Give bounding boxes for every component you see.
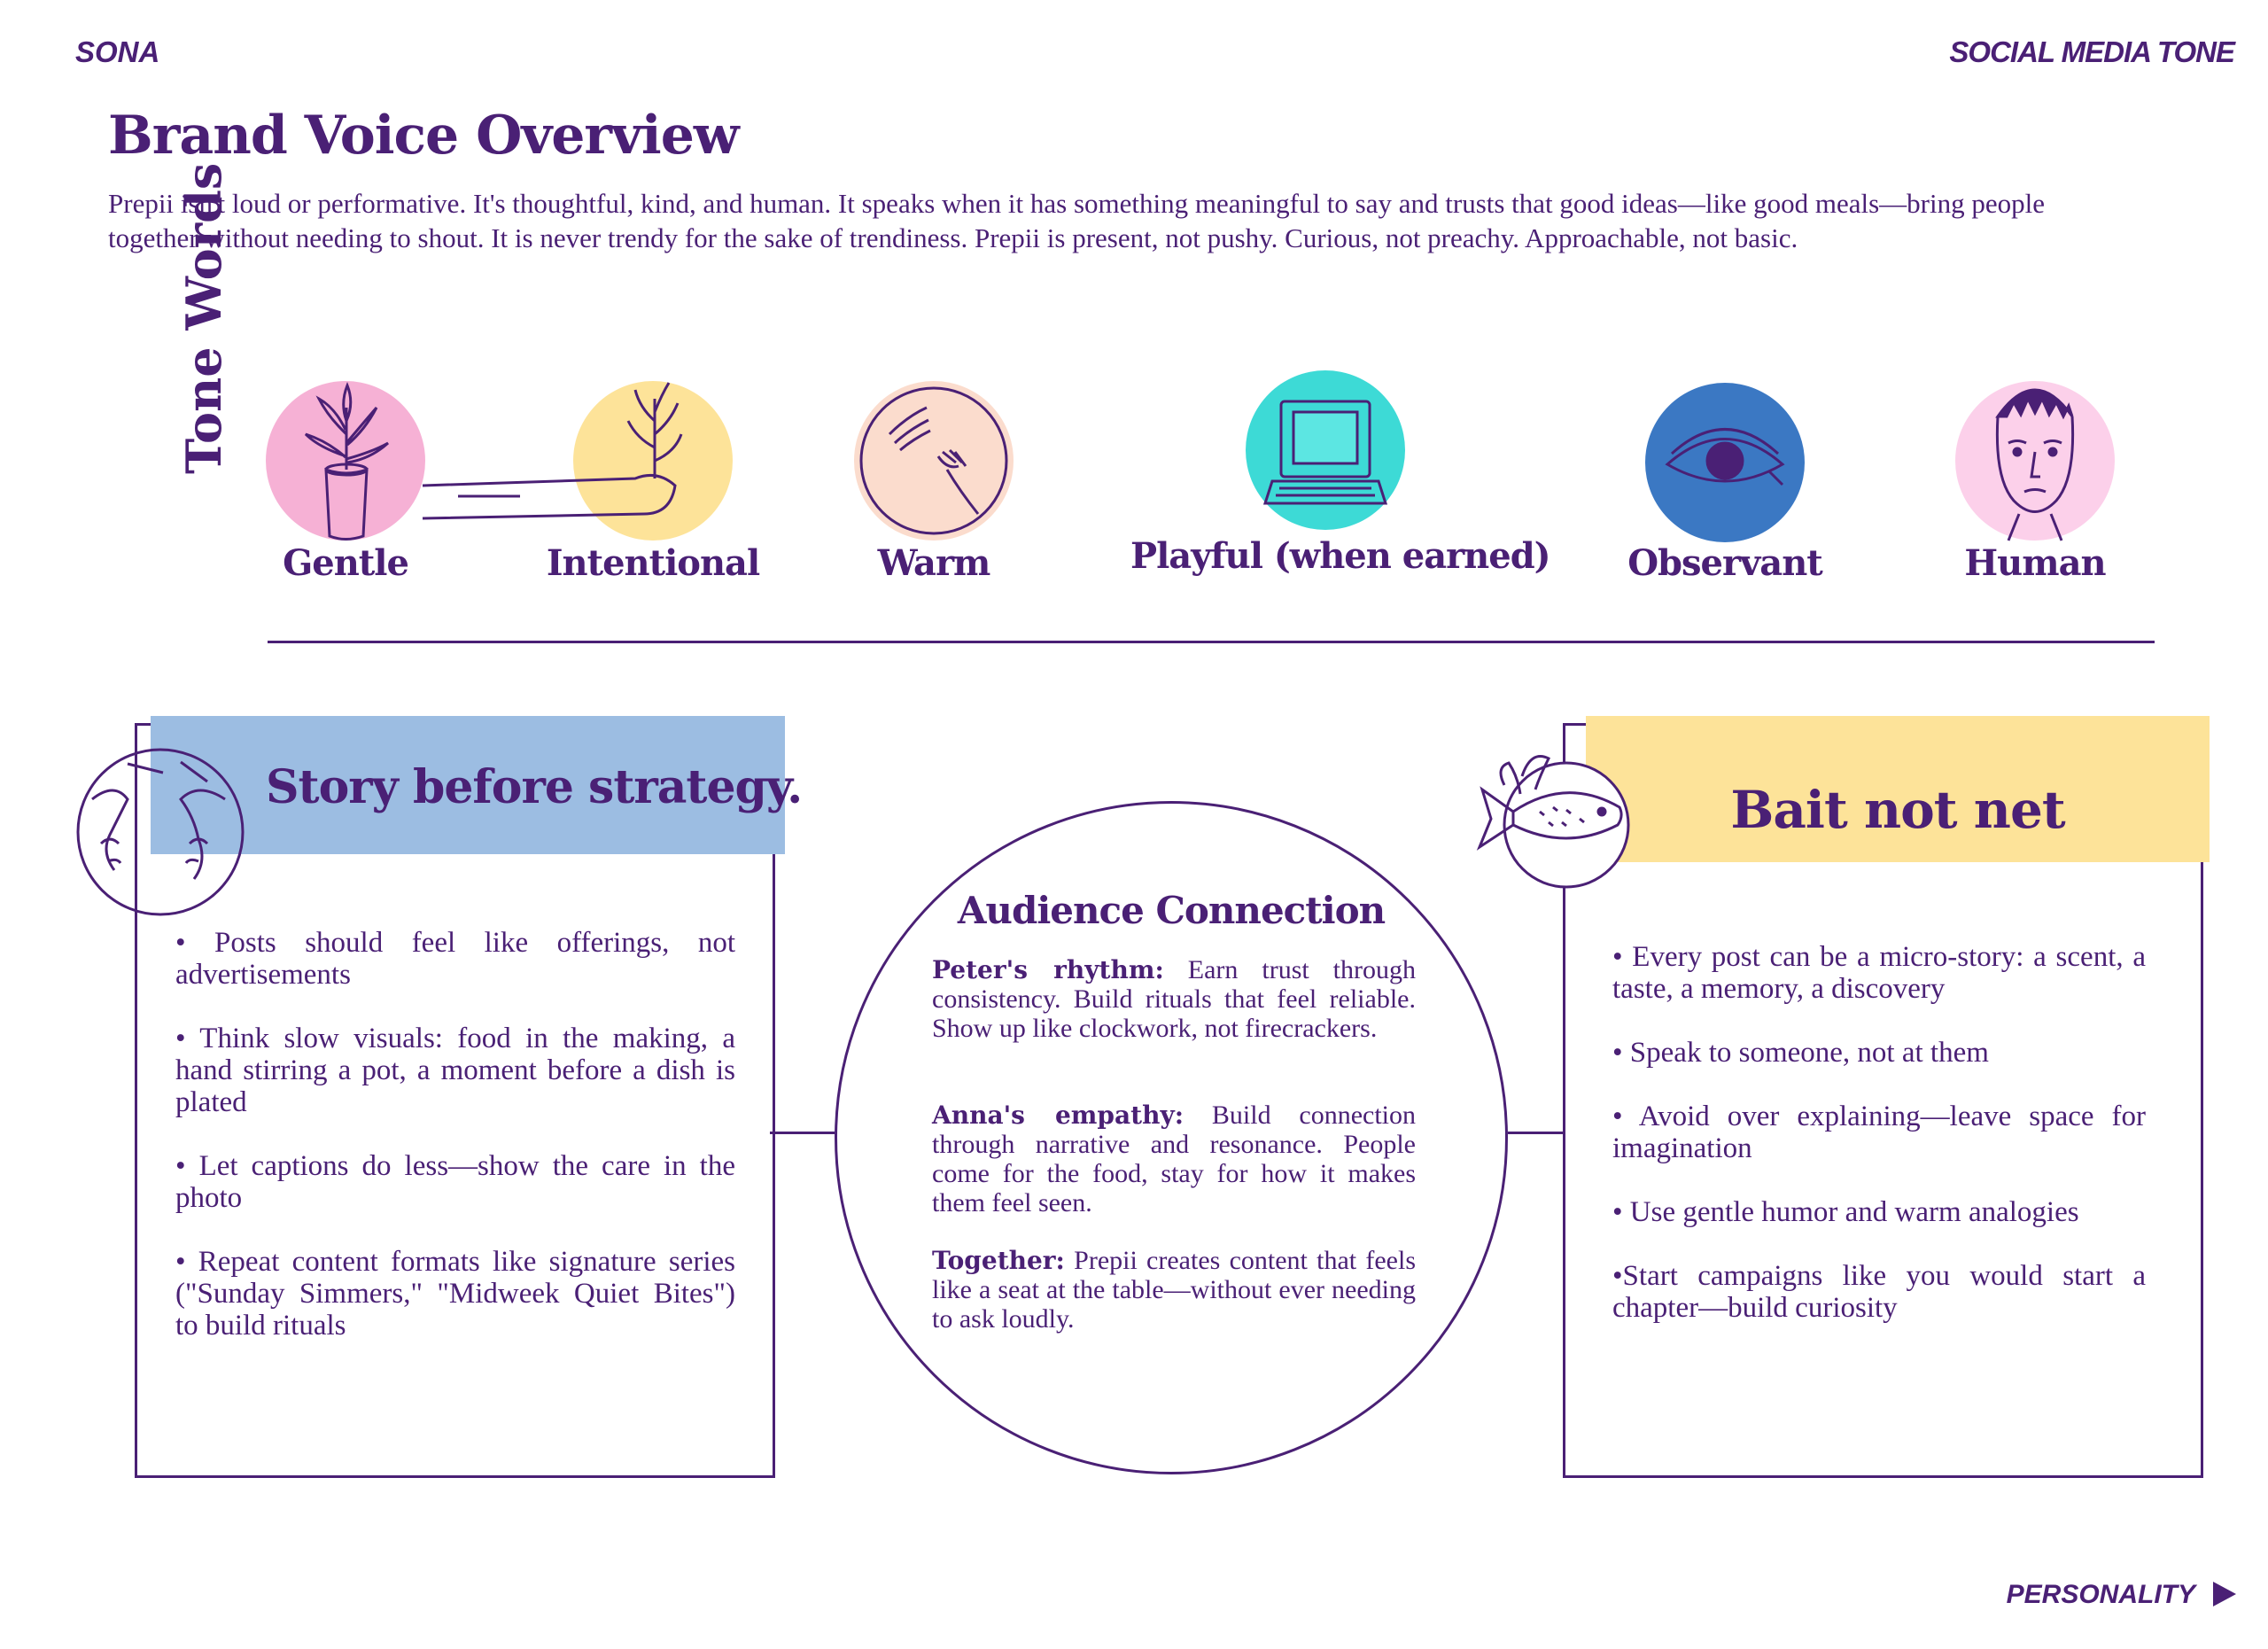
- section-title: SOCIAL MEDIA TONE: [1949, 35, 2234, 68]
- tone-playful: [1130, 365, 1550, 577]
- tone-gentle-disc: [266, 381, 425, 541]
- next-section-link[interactable]: PERSONALITY: [2006, 1580, 2195, 1609]
- hand-holding-plant-icon: [573, 381, 733, 541]
- audience-paragraph-peter: [932, 955, 1416, 1043]
- tone-gentle-label: Gentle: [283, 542, 408, 584]
- story-heading: Story before strategy.: [266, 760, 803, 814]
- tone-human-label: Human: [1964, 542, 2106, 584]
- tone-observant-disc: [1645, 383, 1805, 542]
- paragraph-text: Prepii creates content that feels like a seat at the table—without ever needing to ask loudly.: [932, 1246, 1416, 1334]
- paragraph-text: Build connection through narrative and resonance. People come for the food, stay for how it makes them feel seen.: [932, 1101, 1417, 1217]
- list-item: •Start campaigns like you would start a chapter—build curiosity: [1612, 1260, 2146, 1324]
- retro-computer-icon: [1246, 370, 1405, 530]
- connector-line-left: [770, 1132, 835, 1134]
- list-item: • Use gentle humor and warm analogies: [1612, 1196, 2079, 1228]
- tone-human-disc: [1955, 381, 2115, 541]
- tone-playful-disc: [1246, 370, 1405, 530]
- list-item: • Every post can be a micro-story: a scent, a taste, a memory, a discovery: [1612, 941, 2146, 1005]
- intro-paragraph: Prepii isn't loud or performative. It's thoughtful, kind, and human. It speaks when it has something meaningful to say and trusts that good ideas—like good meals—bring people together without needing to shout. It is never trendy for the sake of trendiness. Prepii is present, not pushy. Curious, not preachy. Approachable, not basic.: [108, 188, 2045, 253]
- potted-plant-icon: [266, 381, 425, 541]
- tone-human: [1893, 365, 2177, 584]
- face-icon: [1955, 381, 2115, 541]
- list-item: • Speak to someone, not at them: [1612, 1037, 1989, 1069]
- list-item: • Let captions do less—show the care in the photo: [175, 1150, 735, 1214]
- tone-observant-label: Observant: [1627, 542, 1822, 584]
- tone-warm: [792, 365, 1076, 584]
- page-title: Brand Voice Overview: [108, 105, 739, 167]
- list-item: • Avoid over explaining—leave space for imagination: [1612, 1101, 2146, 1164]
- tone-observant: [1583, 365, 1867, 584]
- tone-playful-label: Playful (when earned): [1130, 535, 1550, 577]
- divider-line: [268, 641, 2155, 643]
- list-item: • Repeat content formats like signature series ("Sunday Simmers," "Midweek Quiet Bites") to build rituals: [175, 1246, 735, 1342]
- bait-bullet-list: [1612, 941, 2146, 1356]
- bait-heading: Bait not net: [1730, 780, 2065, 840]
- tone-warm-label: Warm: [877, 542, 990, 584]
- paragraph-lead: Peter's rhythm:: [932, 955, 1164, 984]
- play-arrow-icon[interactable]: [2213, 1582, 2236, 1606]
- tone-warm-disc: [854, 381, 1014, 541]
- audience-title: Audience Connection: [957, 889, 1386, 932]
- tone-gentle: [204, 365, 487, 584]
- tone-intentional: [511, 365, 795, 584]
- audience-paragraph-together: [932, 1246, 1416, 1334]
- paragraph-text: Earn trust through consistency. Build rituals that feel reliable. Show up like clockwork, not firecrackers.: [932, 955, 1416, 1043]
- paragraph-lead: Together:: [932, 1246, 1065, 1275]
- globe-faces-icon: [74, 746, 246, 918]
- audience-paragraph-anna: [932, 1101, 1416, 1217]
- story-bullet-list: [175, 927, 735, 1373]
- list-item: • Think slow visuals: food in the making, a hand stirring a pot, a moment before a dish is plated: [175, 1023, 735, 1118]
- eye-icon: [1645, 383, 1805, 542]
- tone-words-heading: Tone Words: [175, 162, 232, 474]
- connector-line-right: [1508, 1132, 1563, 1134]
- reaching-hands-icon: [854, 381, 1014, 541]
- list-item: • Posts should feel like offerings, not advertisements: [175, 927, 735, 991]
- tone-intentional-disc: [573, 381, 733, 541]
- brand-name: SONA: [75, 35, 160, 68]
- paragraph-lead: Anna's empathy:: [932, 1101, 1184, 1130]
- tone-intentional-label: Intentional: [546, 542, 760, 584]
